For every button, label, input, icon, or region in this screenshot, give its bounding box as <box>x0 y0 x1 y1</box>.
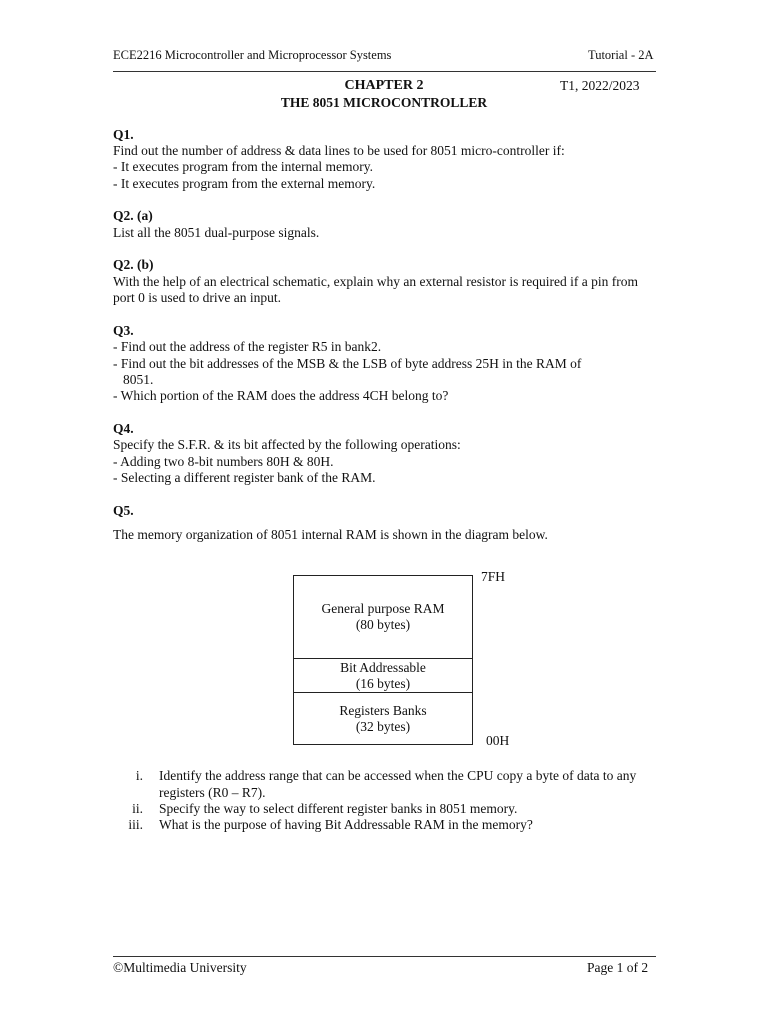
q3-line2: - Find out the bit addresses of the MSB & the LSB of byte address 25H in the RAM of <box>113 356 582 371</box>
header-tutorial: Tutorial - 2A <box>588 48 654 62</box>
chapter-subtitle: THE 8051 MICROCONTROLLER <box>280 95 488 110</box>
block-bit-addressable <box>293 658 473 693</box>
q2a-line1: List all the 8051 dual-purpose signals. <box>113 225 320 240</box>
q3-line1: - Find out the address of the register R5 in bank2. <box>113 339 382 354</box>
q4-line2: - Adding two 8-bit numbers 80H & 80H. <box>113 454 334 469</box>
item-number: i. <box>135 768 143 783</box>
term-label: T1, 2022/2023 <box>560 78 640 93</box>
q2b-line2: port 0 is used to drive an input. <box>113 290 281 305</box>
q4-line1: Specify the S.F.R. & its bit affected by the following operations: <box>113 437 461 452</box>
footer-rule <box>113 956 656 957</box>
q4-line3: - Selecting a different register bank of the RAM. <box>113 470 376 485</box>
q3-line4: - Which portion of the RAM does the address 4CH belong to? <box>113 388 449 403</box>
q2a-label: Q2. (a) <box>113 208 153 223</box>
chapter-title: CHAPTER 2 <box>344 78 424 93</box>
q2b-line1: With the help of an electrical schematic, explain why an external resistor is required if a pin from <box>113 274 639 289</box>
q5-label: Q5. <box>113 503 134 518</box>
item-number: iii. <box>128 817 143 832</box>
top-address-label: 7FH <box>481 569 506 584</box>
item-i-line1: Identify the address range that can be accessed when the CPU copy a byte of data to any <box>159 768 637 783</box>
q1-line2: - It executes program from the internal memory. <box>113 159 374 174</box>
q1-line3: - It executes program from the external memory. <box>113 176 376 191</box>
q1-label: Q1. <box>113 127 134 142</box>
footer-page: Page 1 of 2 <box>587 960 649 975</box>
item-i-line2: registers (R0 – R7). <box>159 785 266 800</box>
block-size: (80 bytes) <box>355 617 411 632</box>
block-register-banks <box>293 692 473 745</box>
footer-org: ©Multimedia University <box>113 960 247 975</box>
q3-line3: 8051. <box>123 372 154 387</box>
q2b-label: Q2. (b) <box>113 257 154 272</box>
block-name: Bit Addressable <box>340 659 426 675</box>
header-rule <box>113 71 656 72</box>
q3-label: Q3. <box>113 323 134 338</box>
block-size: (32 bytes) <box>355 718 411 734</box>
q1-line1: Find out the number of address & data lines to be used for 8051 micro-controller if: <box>113 143 565 158</box>
block-size: (16 bytes) <box>355 675 411 691</box>
block-name: General purpose RAM <box>321 601 445 616</box>
bottom-address-label: 00H <box>486 733 510 748</box>
item-number: ii. <box>132 801 143 816</box>
block-general-purpose-ram <box>293 575 473 659</box>
block-name: Registers Banks <box>339 702 427 718</box>
item-ii-line1: Specify the way to select different register banks in 8051 memory. <box>159 801 518 816</box>
q5-intro: The memory organization of 8051 internal RAM is shown in the diagram below. <box>113 527 548 542</box>
q4-label: Q4. <box>113 421 134 436</box>
header-course: ECE2216 Microcontroller and Microprocessor Systems <box>113 48 392 62</box>
item-iii-line1: What is the purpose of having Bit Addressable RAM in the memory? <box>159 817 533 832</box>
